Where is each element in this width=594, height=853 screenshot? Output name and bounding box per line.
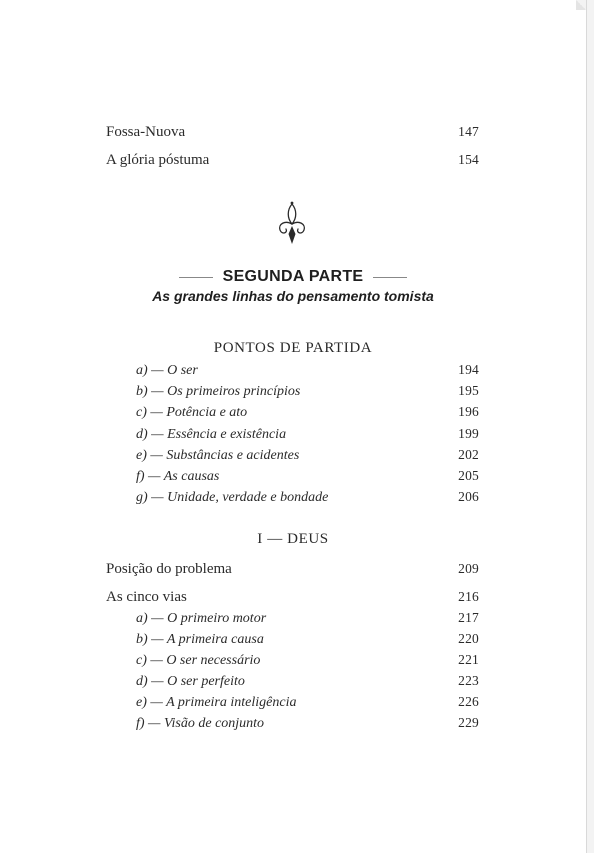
toc-entry-page: 216 [458, 589, 479, 604]
toc-entry-page: 223 [458, 673, 479, 688]
toc-entry-label: d) — O ser perfeito [136, 674, 245, 689]
toc-entry-label: a) — O primeiro motor [136, 611, 267, 626]
toc-entry-page: 220 [458, 631, 479, 646]
toc-entry-page: 226 [458, 694, 479, 709]
toc-entry-gloria-postuma[interactable] [106, 150, 479, 170]
section-title-pontos: PONTOS DE PARTIDA [213, 340, 373, 356]
toc-subentry[interactable] [136, 692, 479, 712]
toc-subentry[interactable] [136, 360, 479, 380]
toc-entry-posicao-problema[interactable] [106, 559, 479, 579]
toc-entry-label: e) — A primeira inteligência [136, 695, 297, 710]
toc-entry-label: e) — Substâncias e acidentes [136, 448, 300, 463]
heading-rule-right [373, 277, 407, 278]
toc-entry-label: d) — Essência e existência [136, 427, 287, 442]
toc-subentry[interactable] [136, 629, 479, 649]
part-heading [0, 264, 586, 290]
toc-entry-fossa-nuova[interactable] [106, 122, 479, 142]
toc-entry-label: g) — Unidade, verdade e bondade [136, 490, 329, 505]
page-corner [576, 0, 586, 10]
part-subtitle: As grandes linhas do pensamento tomista [152, 288, 434, 304]
toc-entry-label: A glória póstuma [106, 152, 210, 168]
heading-rule-left [179, 277, 213, 278]
toc-entry-page: 202 [458, 447, 479, 462]
toc-entry-page: 199 [458, 426, 479, 441]
toc-entry-label: f) — Visão de conjunto [136, 716, 265, 731]
toc-subentry[interactable] [136, 487, 479, 507]
toc-subentry[interactable] [136, 466, 479, 486]
toc-entry-cinco-vias[interactable] [106, 587, 479, 607]
toc-entry-page: 196 [458, 404, 479, 419]
toc-entry-page: 154 [458, 152, 479, 167]
section-title-deus: I — DEUS [257, 531, 329, 547]
fleuron-ornament-icon [272, 200, 312, 248]
toc-entry-label: a) — O ser [136, 363, 198, 378]
toc-subentry[interactable] [136, 713, 479, 733]
toc-entry-label: b) — Os primeiros princípios [136, 384, 301, 399]
toc-subentry[interactable] [136, 381, 479, 401]
toc-entry-label: Fossa-Nuova [106, 124, 186, 140]
toc-entry-page: 221 [458, 652, 479, 667]
toc-entry-label: Posição do problema [106, 561, 232, 577]
toc-subentry[interactable] [136, 671, 479, 691]
toc-subentry[interactable] [136, 424, 479, 444]
toc-entry-page: 195 [458, 383, 479, 398]
toc-entry-page: 147 [458, 124, 479, 139]
toc-subentry[interactable] [136, 402, 479, 422]
part-title: SEGUNDA PARTE [222, 268, 364, 285]
toc-entry-page: 229 [458, 715, 479, 730]
toc-entry-page: 206 [458, 489, 479, 504]
toc-subentry[interactable] [136, 650, 479, 670]
toc-entry-label: c) — Potência e ato [136, 405, 248, 420]
toc-entry-label: c) — O ser necessário [136, 653, 261, 668]
toc-subentry[interactable] [136, 608, 479, 628]
toc-subentry[interactable] [136, 445, 479, 465]
toc-entry-page: 205 [458, 468, 479, 483]
toc-entry-page: 209 [458, 561, 479, 576]
toc-entry-label: f) — As causas [136, 469, 220, 484]
toc-entry-label: As cinco vias [106, 589, 187, 605]
toc-entry-page: 217 [458, 610, 479, 625]
toc-entry-page: 194 [458, 362, 479, 377]
toc-entry-label: b) — A primeira causa [136, 632, 264, 647]
